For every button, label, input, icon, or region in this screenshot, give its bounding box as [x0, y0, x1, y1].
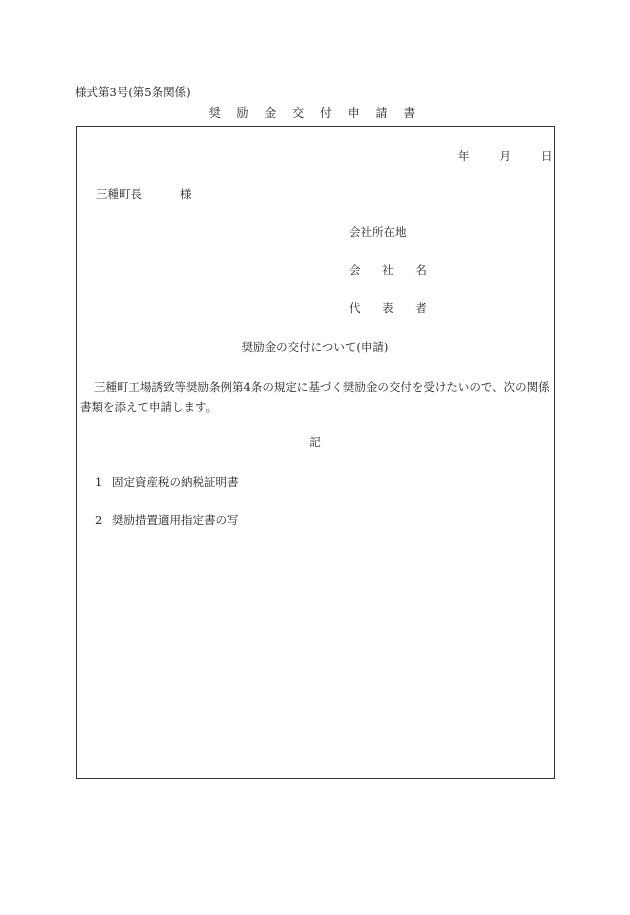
company-name-label: 会 社 名: [349, 263, 436, 277]
date-year-label: 年: [458, 149, 470, 163]
subject-line: 奨励金の交付について(申請): [241, 340, 389, 354]
document-title: 奨 励 金 交 付 申 請 書: [208, 106, 422, 120]
list-item: [95, 512, 239, 528]
list-item: [95, 474, 239, 490]
date-month-label: 月: [499, 149, 511, 163]
list-item-number: 1: [95, 475, 103, 489]
addressee-name: 三種町長: [96, 187, 142, 201]
application-body-text: 三種町工場誘致等奨励条例第4条の規定に基づく奨励金の交付を受けたいので、次の関係書類を添えて申請します。: [80, 380, 550, 414]
list-item-text: 固定資産税の納税証明書: [112, 475, 239, 489]
addressee-honorific: 様: [180, 187, 192, 201]
addressee: [96, 186, 192, 202]
representative-label: 代 表 者: [349, 301, 436, 315]
form-number-label: 様式第3号(第5条関係): [75, 85, 191, 99]
form-frame: [76, 126, 555, 779]
list-item-number: 2: [95, 513, 103, 527]
date-day-label: 日: [541, 149, 553, 163]
list-item-text: 奨励措置適用指定書の写: [112, 513, 239, 527]
company-address-label: 会社所在地: [349, 225, 407, 239]
date-line: [458, 148, 553, 164]
ki-heading: 記: [309, 435, 321, 449]
